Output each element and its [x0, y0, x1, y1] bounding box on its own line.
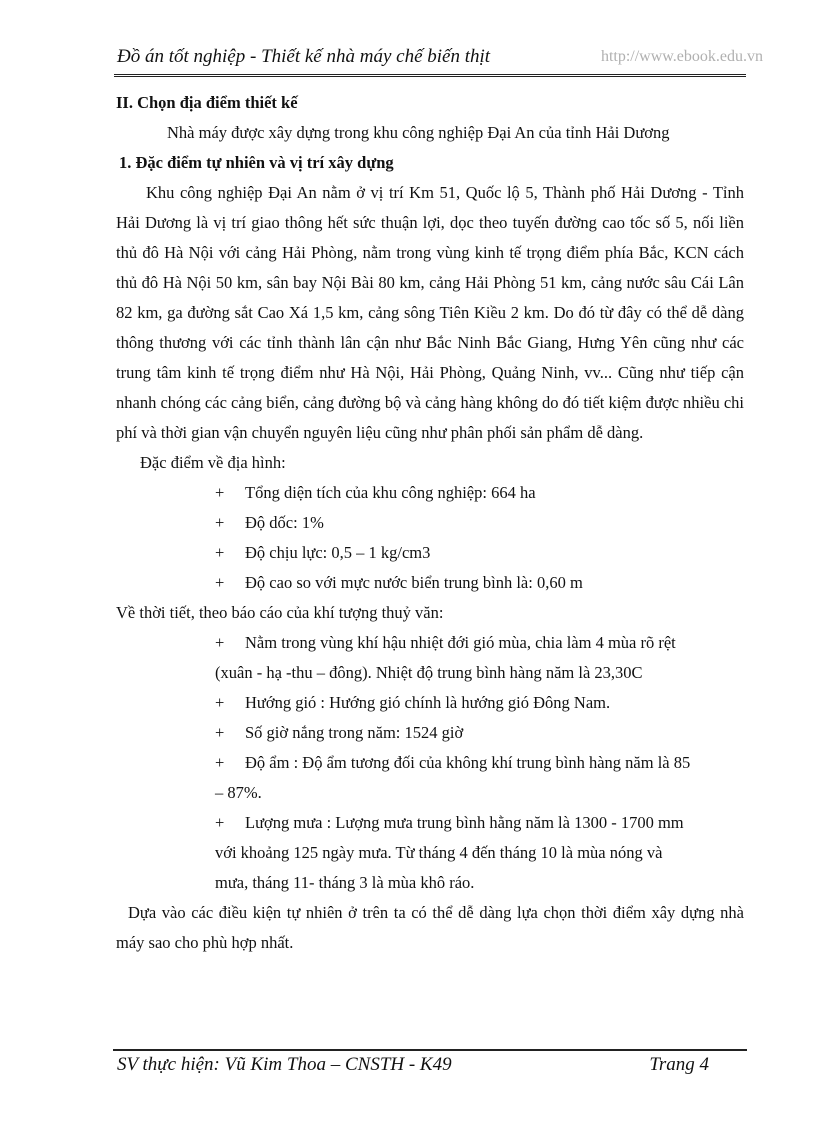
section-heading: II. Chọn địa điểm thiết kế	[116, 93, 298, 112]
page-content	[116, 88, 744, 958]
plus-bullet: +	[215, 723, 225, 742]
list-item-continuation: với khoảng 125 ngày mưa. Từ tháng 4 đến tháng 10 là mùa nóng và	[215, 843, 663, 862]
list-item	[215, 748, 744, 778]
subsection-heading: 1. Đặc điểm tự nhiên và vị trí xây dựng	[119, 153, 394, 172]
terrain-label: Đặc điểm về địa hình:	[140, 453, 286, 472]
list-item	[215, 688, 744, 718]
list-item	[215, 718, 744, 748]
page-header	[117, 44, 763, 70]
page-footer	[117, 1054, 717, 1080]
document-title: Đồ án tốt nghiệp - Thiết kế nhà máy chế biến thịt	[117, 46, 491, 67]
plus-bullet: +	[215, 753, 225, 772]
plus-bullet: +	[215, 513, 225, 532]
list-item	[215, 568, 744, 598]
plus-bullet: +	[215, 813, 225, 832]
list-item-continuation: – 87%.	[215, 783, 262, 802]
footer-author: SV thực hiện: Vũ Kim Thoa – CNSTH - K49	[117, 1054, 452, 1075]
list-item-text: Lượng mưa : Lượng mưa trung bình hằng năm là 1300 - 1700 mm	[245, 813, 684, 832]
source-url[interactable]: http://www.ebook.edu.vn	[600, 48, 763, 65]
terrain-list	[116, 478, 744, 598]
list-item-text: Nằm trong vùng khí hậu nhiệt đới gió mùa, chia làm 4 mùa rõ rệt	[245, 633, 676, 652]
list-item	[215, 808, 744, 838]
list-item-text: Độ chịu lực: 0,5 – 1 kg/cm3	[245, 543, 431, 562]
footer-divider	[113, 1049, 747, 1051]
plus-bullet: +	[215, 483, 225, 502]
header-divider	[114, 74, 746, 77]
list-item-continuation: mưa, tháng 11- tháng 3 là mùa khô ráo.	[215, 873, 475, 892]
location-paragraph: Khu công nghiệp Đại An nằm ở vị trí Km 51, Quốc lộ 5, Thành phố Hải Dương - Tỉnh Hải Dương là vị trí giao thông hết sức thuận lợi, dọc theo tuyến đường cao tốc số 5, nối liền thủ đô Hà Nội với cảng Hải Phòng, nằm trong vùng kinh tế trọng điểm phía Bắc, KCN cách thủ đô Hà Nội 50 km, sân bay Nội Bài 80 km, cảng Hải Phòng 51 km, cảng nước sâu Cái Lân 82 km, ga đường sắt Cao Xá 1,5 km, cảng sông Tiên Kiều 2 km. Do đó từ đây có thể dễ dàng thông thương với các tỉnh thành lân cận như Bắc Ninh Bắc Giang, Hưng Yên cũng như các trung tâm kinh tế trọng điểm như Hà Nội, Hải Phòng, Quảng Ninh, vv... Cũng như tiếp cận nhanh chóng các cảng biển, cảng đường bộ và cảng hàng không do đó tiết kiệm được nhiều chi phí và thời gian vận chuyển nguyên liệu cũng như phân phối sản phẩm dễ dàng.	[116, 183, 744, 442]
weather-list	[116, 628, 744, 898]
section-intro: Nhà máy được xây dựng trong khu công nghiệp Đại An của tỉnh Hải Dương	[167, 123, 670, 142]
list-item-text: Độ ẩm : Độ ẩm tương đối của không khí trung bình hàng năm là 85	[245, 753, 691, 772]
conclusion-paragraph: Dựa vào các điều kiện tự nhiên ở trên ta có thể dễ dàng lựa chọn thời điểm xây dựng nhà máy sao cho phù hợp nhất.	[116, 903, 744, 952]
list-item-text: Hướng gió : Hướng gió chính là hướng gió Đông Nam.	[245, 693, 611, 712]
list-item	[215, 478, 744, 508]
list-item	[215, 628, 744, 658]
page-number: Trang 4	[649, 1054, 709, 1075]
list-item-text: Số giờ nắng trong năm: 1524 giờ	[245, 723, 464, 742]
list-item	[215, 538, 744, 568]
weather-label: Về thời tiết, theo báo cáo của khí tượng thuỷ văn:	[116, 603, 444, 622]
plus-bullet: +	[215, 633, 225, 652]
list-item-continuation: (xuân - hạ -thu – đông). Nhiệt độ trung bình hàng năm là 23,30C	[215, 663, 643, 682]
list-item-text: Tổng diện tích của khu công nghiệp: 664 ha	[245, 483, 536, 502]
plus-bullet: +	[215, 693, 225, 712]
list-item-text: Độ cao so với mực nước biển trung bình là: 0,60 m	[245, 573, 583, 592]
plus-bullet: +	[215, 543, 225, 562]
list-item	[215, 508, 744, 538]
plus-bullet: +	[215, 573, 225, 592]
list-item-text: Độ dốc: 1%	[245, 513, 324, 532]
